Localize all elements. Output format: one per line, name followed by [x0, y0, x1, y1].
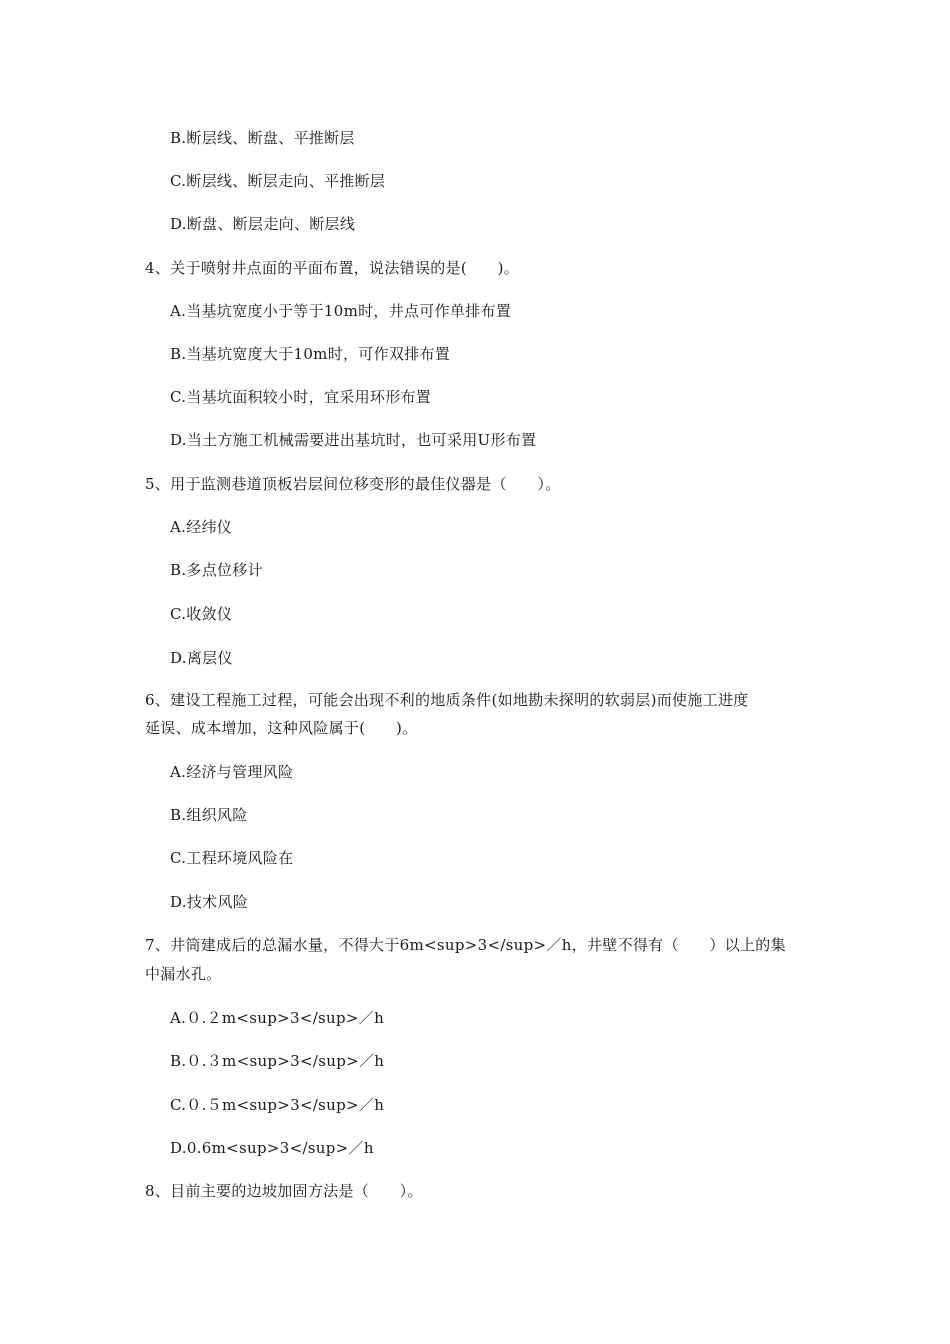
q6-stem-line1: 6、建设工程施工过程，可能会出现不利的地质条件(如地勘未探明的软弱层)而使施工进度: [145, 691, 749, 709]
q5-option-d: D.离层仪: [170, 649, 233, 667]
q5-option-b: B.多点位移计: [170, 561, 263, 579]
q3-option-d: D.断盘、断层走向、断层线: [170, 215, 356, 233]
q4-option-d: D.当土方施工机械需要进出基坑时，也可采用U形布置: [170, 431, 537, 449]
q5-stem: 5、用于监测巷道顶板岩层间位移变形的最佳仪器是（ ）。: [145, 475, 561, 493]
q8-stem: 8、目前主要的边坡加固方法是（ ）。: [145, 1182, 423, 1200]
q6-option-b: B.组织风险: [170, 806, 248, 824]
q4-option-b: B.当基坑宽度大于10m时，可作双排布置: [170, 345, 451, 363]
q5-option-a: A.经纬仪: [170, 518, 233, 536]
q7-option-b: B.０.３m<sup>3</sup>／h: [170, 1052, 385, 1070]
q6-stem-line2: 延误、成本增加，这种风险属于( )。: [145, 719, 418, 737]
q6-option-d: D.技术风险: [170, 893, 249, 911]
q4-option-a: A.当基坑宽度小于等于10m时，井点可作单排布置: [170, 302, 512, 320]
q6-option-a: A.经济与管理风险: [170, 763, 294, 781]
q7-option-a: A.０.２m<sup>3</sup>／h: [170, 1009, 385, 1027]
q4-option-c: C.当基坑面积较小时，宜采用环形布置: [170, 388, 432, 406]
q7-option-c: C.０.５m<sup>3</sup>／h: [170, 1096, 385, 1114]
q6-option-c: C.工程环境风险在: [170, 849, 294, 867]
q7-option-d: D.0.6m<sup>3</sup>／h: [170, 1139, 374, 1157]
q3-option-b: B.断层线、断盘、平推断层: [170, 129, 355, 147]
q3-option-c: C.断层线、断层走向、平推断层: [170, 172, 386, 190]
q4-stem: 4、关于喷射井点面的平面布置，说法错误的是( )。: [145, 259, 520, 277]
q7-stem-line1: 7、井筒建成后的总漏水量，不得大于6m<sup>3</sup>／h，井壁不得有（ ）以上的集: [145, 936, 786, 954]
q7-stem-line2: 中漏水孔。: [145, 965, 222, 983]
q5-option-c: C.收敛仪: [170, 605, 233, 623]
